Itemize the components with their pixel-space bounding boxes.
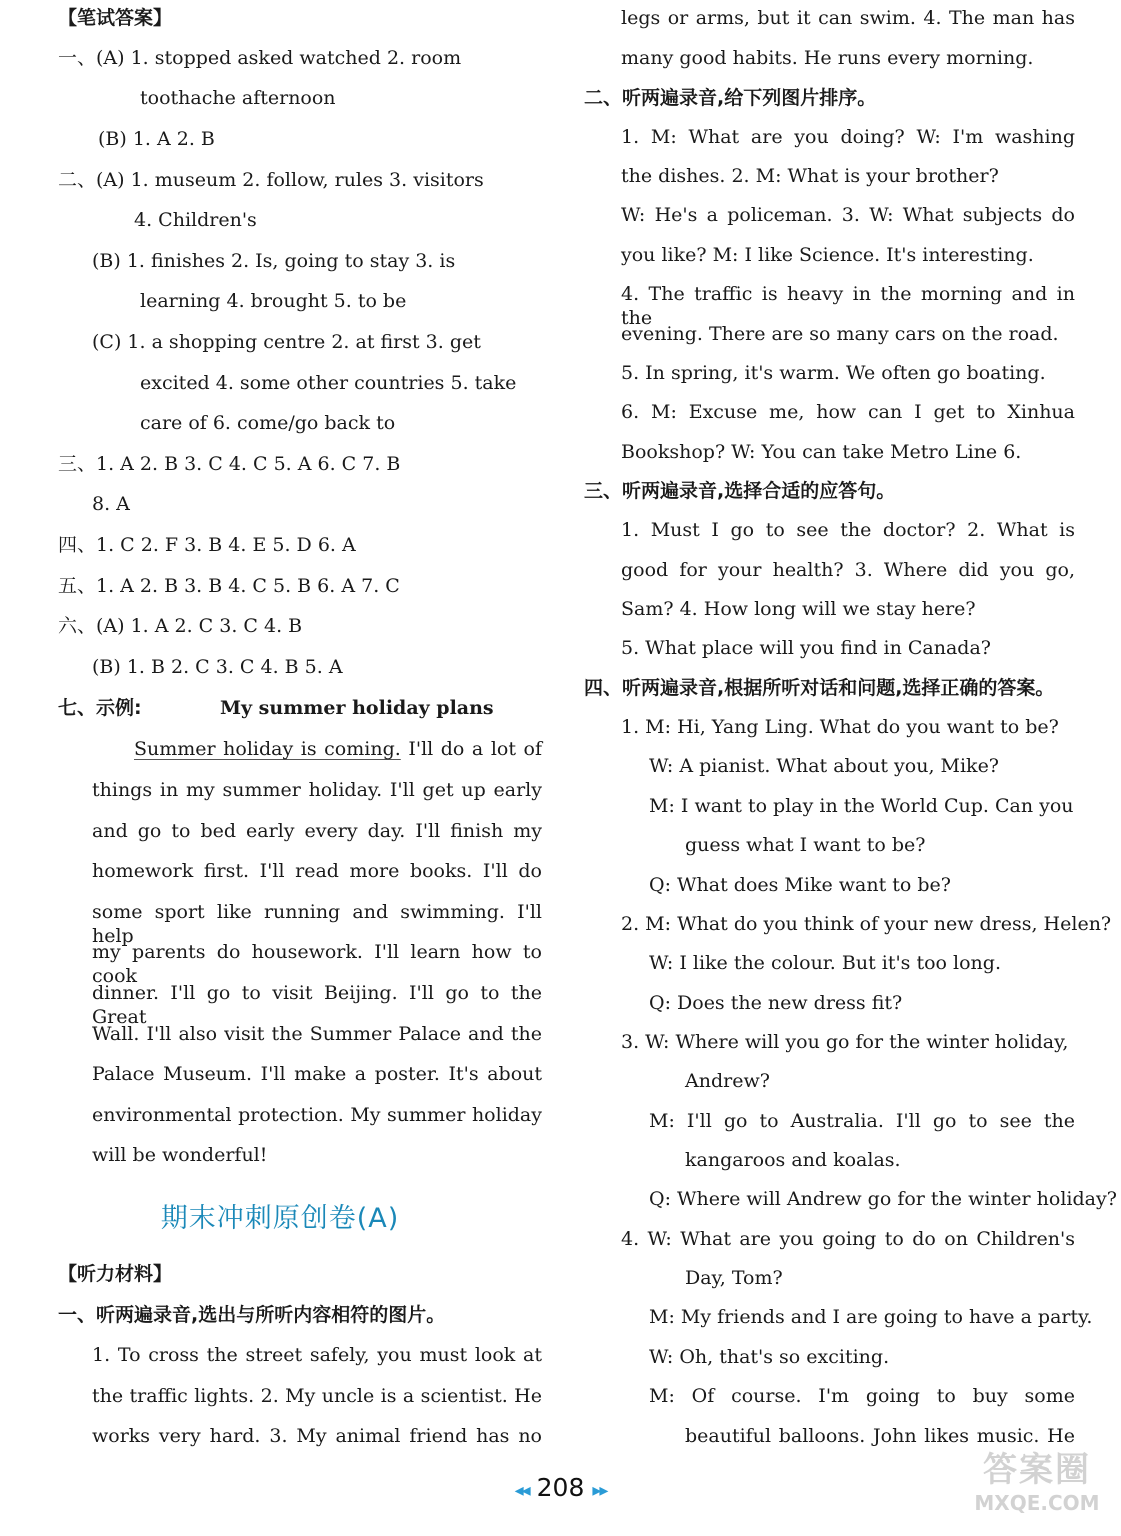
text-line: 【听力材料】: [58, 1263, 173, 1285]
text-line: guess what I want to be?: [685, 834, 926, 856]
text-line: Wall. I'll also visit the Summer Palace and the: [92, 1022, 542, 1045]
text-line: 六、(A) 1. A 2. C 3. C 4. B: [58, 615, 303, 637]
text-line: (B) 1. A 2. B: [98, 128, 215, 150]
text-line: M: I want to play in the World Cup. Can you: [649, 795, 1074, 817]
text-line: 5. What place will you find in Canada?: [621, 637, 991, 659]
text-line: dinner. I'll go to visit Beijing. I'll go to the Great: [92, 982, 542, 1028]
text-line: Q: Where will Andrew go for the winter holiday?: [649, 1188, 1117, 1210]
text-line: and go to bed early every day. I'll finish my: [92, 819, 542, 842]
text-line: 1. M: What are you doing? W: I'm washing: [621, 126, 1075, 148]
text-line: toothache afternoon: [140, 87, 336, 109]
text-line: 4. W: What are you going to do on Children's: [621, 1228, 1075, 1250]
text-line: 二、听两遍录音,给下列图片排序。: [584, 87, 877, 109]
text-line: the dishes. 2. M: What is your brother?: [621, 165, 999, 187]
text-line: W: A pianist. What about you, Mike?: [649, 755, 999, 777]
prev-arrows-icon: ◂◂: [514, 1480, 529, 1501]
text-line: 1. Must I go to see the doctor? 2. What is: [621, 519, 1075, 541]
text-line: 1. M: Hi, Yang Ling. What do you want to be?: [621, 716, 1059, 738]
text-line: 一、听两遍录音,选出与所听内容相符的图片。: [58, 1304, 446, 1326]
text-line: 二、(A) 1. museum 2. follow, rules 3. visitors: [58, 169, 484, 191]
text-line: (B) 1. B 2. C 3. C 4. B 5. A: [92, 656, 343, 678]
section-title: 期末冲刺原创卷(A): [160, 1203, 400, 1234]
text-line: W: Oh, that's so exciting.: [649, 1346, 890, 1368]
text-line: 四、1. C 2. F 3. B 4. E 5. D 6. A: [58, 534, 356, 556]
text-line: many good habits. He runs every morning.: [621, 47, 1034, 69]
text-line: environmental protection. My summer holiday: [92, 1103, 542, 1126]
text-line: Day, Tom?: [685, 1267, 783, 1289]
text-line: 三、听两遍录音,选择合适的应答句。: [584, 480, 896, 502]
text-line: 一、(A) 1. stopped asked watched 2. room: [58, 47, 462, 69]
text-line: 【笔试答案】: [58, 7, 173, 29]
text-line: 4. The traffic is heavy in the morning and in the: [621, 283, 1075, 329]
text-line: 8. A: [92, 493, 130, 515]
text-line: 4. Children's: [134, 209, 257, 231]
text-line: you like? M: I like Science. It's interesting.: [621, 244, 1034, 266]
text-line: 5. In spring, it's warm. We often go boating.: [621, 362, 1046, 384]
essay-underlined-sentence: Summer holiday is coming.: [134, 738, 401, 760]
text-line: excited 4. some other countries 5. take: [140, 372, 517, 394]
text-line: Q: Does the new dress fit?: [649, 992, 903, 1014]
text-line: 七、示例:: [58, 697, 142, 719]
essay-title: My summer holiday plans: [220, 697, 494, 719]
text-line: (B) 1. finishes 2. Is, going to stay 3. is: [92, 250, 456, 272]
text-line: 3. W: Where will you go for the winter holiday,: [621, 1031, 1069, 1053]
essay-line: [134, 737, 542, 761]
text-line: my parents do housework. I'll learn how to cook: [92, 941, 542, 988]
text-line: good for your health? 3. Where did you go,: [621, 559, 1075, 581]
text-line: 三、1. A 2. B 3. C 4. C 5. A 6. C 7. B: [58, 453, 401, 475]
text-line: Q: What does Mike want to be?: [649, 874, 951, 896]
text-line: 6. M: Excuse me, how can I get to Xinhua: [621, 401, 1075, 423]
page-footer: [0, 1473, 1121, 1502]
text-line: care of 6. come/go back to: [140, 412, 396, 434]
text-line: homework first. I'll read more books. I'll do: [92, 860, 542, 883]
text-line: Bookshop? W: You can take Metro Line 6.: [621, 441, 1022, 463]
text-line: W: He's a policeman. 3. W: What subjects do: [621, 204, 1075, 226]
text-line: 四、听两遍录音,根据所听对话和问题,选择正确的答案。: [584, 677, 1055, 699]
text-line: legs or arms, but it can swim. 4. The man has: [621, 7, 1075, 29]
text-line: 1. To cross the street safely, you must look at: [92, 1344, 542, 1366]
text-line: W: I like the colour. But it's too long.: [649, 952, 1001, 974]
text-line: things in my summer holiday. I'll get up early: [92, 779, 542, 801]
text-line: beautiful balloons. John likes music. He: [685, 1425, 1075, 1447]
watermark-logo: 答案圈 MXQE.COM: [974, 1450, 1100, 1515]
text-line: learning 4. brought 5. to be: [140, 290, 407, 312]
text-line: (C) 1. a shopping centre 2. at first 3. get: [92, 331, 481, 353]
text-line: Andrew?: [685, 1070, 770, 1092]
text-line: M: I'll go to Australia. I'll go to see the: [649, 1110, 1075, 1132]
text-line: Palace Museum. I'll make a poster. It's about: [92, 1063, 542, 1086]
text-line: M: My friends and I are going to have a party.: [649, 1306, 1093, 1328]
essay-text: I'll do a lot of: [400, 738, 542, 760]
page-number: 208: [536, 1473, 585, 1502]
text-line: evening. There are so many cars on the road.: [621, 323, 1059, 345]
text-line: 五、1. A 2. B 3. B 4. C 5. B 6. A 7. C: [58, 575, 400, 597]
text-line: the traffic lights. 2. My uncle is a scientist. He: [92, 1385, 542, 1407]
text-line: kangaroos and koalas.: [685, 1149, 901, 1171]
text-line: 2. M: What do you think of your new dress, Helen?: [621, 913, 1112, 935]
text-line: Sam? 4. How long will we stay here?: [621, 598, 976, 620]
text-line: will be wonderful!: [92, 1144, 268, 1167]
text-line: some sport like running and swimming. I'll help: [92, 900, 542, 947]
text-line: works very hard. 3. My animal friend has no: [92, 1425, 542, 1447]
text-line: M: Of course. I'm going to buy some: [649, 1385, 1075, 1407]
next-arrows-icon: ▸▸: [592, 1480, 607, 1501]
